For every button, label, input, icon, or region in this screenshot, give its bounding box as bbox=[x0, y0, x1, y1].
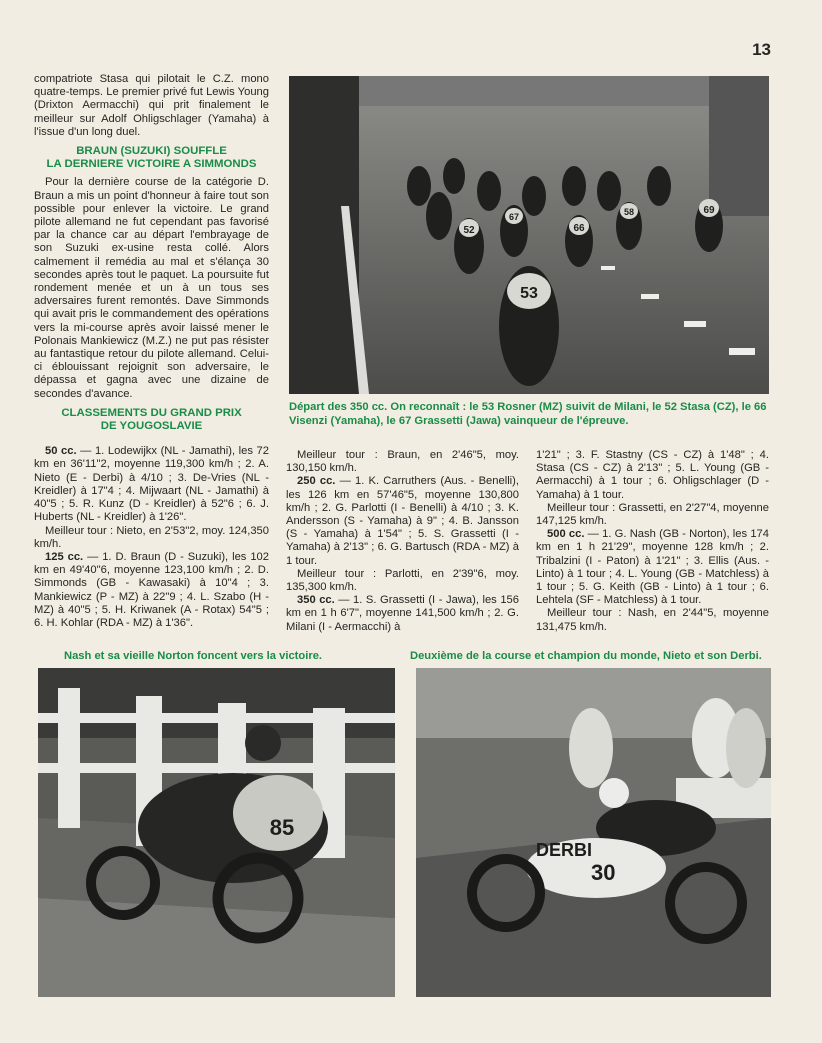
heading-line: CLASSEMENTS DU GRAND PRIX bbox=[61, 406, 242, 419]
middle-column bbox=[286, 449, 519, 634]
best-lap-125cc: Meilleur tour : Braun, en 2'46"5, moy. 130,150 km/h. bbox=[286, 449, 519, 475]
section-heading-braun bbox=[34, 145, 269, 171]
bike-brand-text: DERBI bbox=[536, 840, 593, 860]
result-350cc bbox=[286, 594, 519, 634]
result-500cc bbox=[536, 528, 769, 607]
section-heading-results bbox=[34, 407, 269, 433]
result-text: — 1. K. Carruthers (Aus. - Benelli), les 126 km en 57'46"5, moyenne 130,800 km/h ; 2. G. Parlotti (I - Benelli) à 4/10 ; 3. K. Andersson (S - Yamaha) à 9" ; 4. B. Jansson (S - Yamaha) à 1'54" ; 5. S. Grassetti (I - Yamaha) à 2'13" ; 6. G. Bartusch (RDA - MZ) à 1 tour. bbox=[286, 475, 519, 567]
best-lap-50cc: Meilleur tour : Nieto, en 2'53"2, moy. 124,350 km/h. bbox=[34, 524, 269, 550]
photo-race-start bbox=[289, 76, 769, 394]
caption-nieto: Deuxième de la course et champion du monde, Nieto et son Derbi. bbox=[410, 650, 762, 662]
caption-nash: Nash et sa vieille Norton foncent vers la victoire. bbox=[64, 650, 323, 662]
class-label: 50 cc. bbox=[45, 445, 77, 458]
racer-number: 66 bbox=[573, 223, 585, 234]
heading-line: LA DERNIERE VICTOIRE A SIMMONDS bbox=[46, 158, 257, 171]
class-label: 250 cc. bbox=[297, 475, 336, 488]
right-column bbox=[536, 449, 769, 634]
racer-number: 58 bbox=[623, 207, 635, 217]
left-column bbox=[34, 73, 269, 630]
result-350cc-continued: 1'21" ; 3. F. Stastny (CS - CZ) à 1'48" ; 4. Stasa (CS - CZ) à 2'13" ; 5. L. Young (GB - Aermacchi) à 1 tour ; 6. Ohligschlager (D - Yamaha) à 1 tour. bbox=[536, 449, 769, 501]
photo-nash-norton bbox=[38, 668, 395, 997]
result-text: — 1. S. Grassetti (I - Jawa), les 156 km en 1 h 6'7", moyenne 141,500 km/h ; 2. G. Milani (I - Aermacchi) à bbox=[286, 594, 519, 633]
racer-number: 53 bbox=[520, 285, 538, 302]
intro-paragraph: compatriote Stasa qui pilotait le C.Z. mono quatre-temps. Le premier privé fut Lewis Young (Drixton Aermacchi) qui prit finalement le meilleur sur Adolf Ohligschlager (Yamaha) à l'issue d'un long duel. bbox=[34, 73, 269, 138]
best-lap-350cc: Meilleur tour : Grassetti, en 2'27"4, moyenne 147,125 km/h. bbox=[536, 501, 769, 528]
photo-nieto-derbi bbox=[416, 668, 771, 997]
result-text: — 1. Lodewijkx (NL - Jamathi), les 72 km en 36'11"2, moyenne 119,300 km/h ; 2. A. Nieto (E - Derbi) à 4/10 ; 3. De-Vries (NL - Kreidler) à 17"4 ; 4. Mijwaart (NL - Jamathi) à 40"5 ; 5. R. Kunz (D - Kreidler) à 52"6 ; 6. J. Huberts (NL - Kreidler) à 1'26". bbox=[34, 445, 269, 524]
heading-line: BRAUN (SUZUKI) SOUFFLE bbox=[76, 145, 227, 158]
caption-race-start: Départ des 350 cc. On reconnaît : le 53 Rosner (MZ) suivit de Milani, le 52 Stasa (CZ), le 66 Visenzi (Yamaha), le 67 Grassetti (Jawa) vainqueur de l'épreuve. bbox=[289, 401, 767, 427]
best-lap-500cc: Meilleur tour : Nash, en 2'44"5, moyenne 131,475 km/h. bbox=[536, 607, 769, 633]
class-label: 350 cc. bbox=[297, 594, 335, 607]
racer-number: 69 bbox=[703, 205, 715, 216]
racer-number: 52 bbox=[463, 225, 475, 236]
heading-line: DE YOUGOSLAVIE bbox=[100, 420, 203, 433]
result-text: — 1. G. Nash (GB - Norton), les 174 km en 1 h 21'29", moyenne 128 km/h ; 2. Tribalzini (I - Paton) à 1'21" ; 3. Ellis (Aus. - Linto) à 1 tour ; 4. L. Young (GB - Matchless) à 1 tour ; 5. G. Keith (GB - Linto) à 1 tour ; 6. Lehtela (SF - Matchless) à 1 tour. bbox=[536, 528, 769, 607]
result-250cc bbox=[286, 475, 519, 567]
class-label: 500 cc. bbox=[547, 528, 585, 541]
racer-number: 67 bbox=[508, 212, 520, 222]
best-lap-250cc: Meilleur tour : Parlotti, en 2'39"6, moy. 135,300 km/h. bbox=[286, 567, 519, 594]
class-label: 125 cc. bbox=[45, 550, 84, 563]
racer-number: 30 bbox=[591, 860, 616, 885]
result-125cc bbox=[34, 551, 269, 630]
page-number: 13 bbox=[752, 40, 771, 59]
result-50cc bbox=[34, 445, 269, 524]
result-text: — 1. D. Braun (D - Suzuki), les 102 km en 49'40"6, moyenne 123,100 km/h ; 2. D. Simmonds (GB - Kawasaki) à 10"4 ; 3. Mankiewicz (P - MZ) à 22"9 ; 4. L. Szabo (H - MZ) à 40"5 ; 5. H. Kriwanek (A - Rotax) 54"5 ; 6. H. Kohlar (RDA - MZ) à 1'36". bbox=[34, 550, 269, 629]
racer-number: 85 bbox=[269, 815, 295, 840]
braun-paragraph: Pour la dernière course de la catégorie D. Braun a mis un point d'honneur à faire tout son possible pour enlever la victoire. Le grand pilote allemand ne fut cependant pas favorisé par la chance car au départ l'embrayage de son Suzuki ex-usine resta collé. Alors calmement il remédia au mal et s'élança 30 secondes après tout le paquet. La poursuite fut rondement menée et un à un tous ses adversaires furent remontés. Dave Simmonds qui avait pris le commandement des opérations vers la mi-course après avoir laissé mener le Polonais Mankiewicz (M.Z.) ne put pas résister au fantastique retour du pilote allemand. Celui-ci éblouissant rejoignit son adversaire, le dépassa et gagna avec une dizaine de secondes d'avance. bbox=[34, 176, 269, 400]
